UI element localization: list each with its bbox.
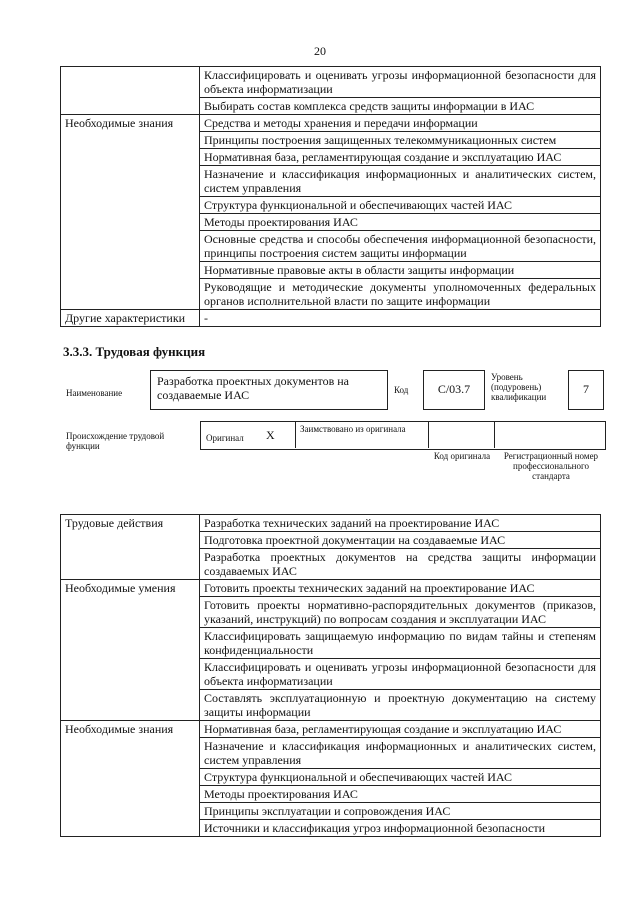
row-item: Источники и классификация угроз информационной безопасности xyxy=(200,820,601,837)
row-item: Классифицировать защищаемую информацию по видам тайны и степеням конфиденциальности xyxy=(200,628,601,659)
original-label: Оригинал xyxy=(206,433,244,443)
table-row xyxy=(61,310,601,327)
page-number: 20 xyxy=(314,44,326,58)
row-item: Структура функциональной и обеспечивающих частей ИАС xyxy=(200,769,601,786)
row-item: Выбирать состав комплекса средств защиты информации в ИАС xyxy=(200,98,601,115)
row-item: Структура функциональной и обеспечивающих частей ИАС xyxy=(200,197,601,214)
name-value: Разработка проектных документов на создаваемые ИАС xyxy=(157,374,349,402)
row-label: Необходимые знания xyxy=(61,721,200,837)
row-item: Готовить проекты технических заданий на проектирование ИАС xyxy=(200,580,601,597)
section-heading: 3.3.3. Трудовая функция xyxy=(63,344,206,359)
row-item: Готовить проекты нормативно-распорядительных документов (приказов, указаний, инструкций) по вопросам создания и эксплуатации ИАС xyxy=(200,597,601,628)
table-row xyxy=(61,515,601,532)
row-item: Принципы построения защищенных телекоммуникационных систем xyxy=(200,132,601,149)
registration-caption: Регистрационный номер профессионального стандарта xyxy=(503,451,599,481)
code-label: Код xyxy=(394,385,409,395)
table-row xyxy=(61,580,601,597)
code-value: С/03.7 xyxy=(437,382,471,396)
row-item: - xyxy=(200,310,601,327)
skills-table-continued xyxy=(60,66,601,327)
origin-divider-3 xyxy=(494,421,495,448)
row-label: Необходимые умения xyxy=(61,580,200,721)
row-item: Классифицировать и оценивать угрозы информационной безопасности для объекта информатизации xyxy=(200,659,601,690)
table-row xyxy=(61,721,601,738)
row-item: Классифицировать и оценивать угрозы информационной безопасности для объекта информатизации xyxy=(200,67,601,98)
name-label: Наименование xyxy=(66,388,123,398)
row-label: Трудовые действия xyxy=(61,515,200,580)
row-item: Нормативная база, регламентирующая создание и эксплуатацию ИАС xyxy=(200,149,601,166)
row-label: Другие характеристики xyxy=(61,310,200,327)
origin-divider-2 xyxy=(428,421,429,448)
level-value: 7 xyxy=(583,382,589,396)
row-label: Необходимые знания xyxy=(61,115,200,310)
row-item: Назначение и классификация информационных и аналитических систем, систем управления xyxy=(200,166,601,197)
row-item: Подготовка проектной документации на создаваемые ИАС xyxy=(200,532,601,549)
level-label: Уровень (подуровень) квалификации xyxy=(491,372,547,402)
row-item: Нормативные правовые акты в области защиты информации xyxy=(200,262,601,279)
row-label xyxy=(61,67,200,115)
labor-function-table xyxy=(60,514,601,837)
table-row xyxy=(61,115,601,132)
row-item: Методы проектирования ИАС xyxy=(200,214,601,231)
code-original-caption: Код оригинала xyxy=(433,451,491,461)
row-item: Разработка технических заданий на проектирование ИАС xyxy=(200,515,601,532)
row-item: Назначение и классификация информационных и аналитических систем, систем управления xyxy=(200,738,601,769)
original-mark: X xyxy=(266,428,275,442)
borrowed-label: Заимствовано из оригинала xyxy=(300,424,406,434)
row-item: Методы проектирования ИАС xyxy=(200,786,601,803)
origin-label: Происхождение трудовой функции xyxy=(66,431,165,451)
row-item: Основные средства и способы обеспечения информационной безопасности, принципы построения систем защиты информации xyxy=(200,231,601,262)
row-item: Принципы эксплуатации и сопровождения ИАС xyxy=(200,803,601,820)
row-item: Средства и методы хранения и передачи информации xyxy=(200,115,601,132)
origin-divider-1 xyxy=(295,421,296,448)
row-item: Нормативная база, регламентирующая создание и эксплуатацию ИАС xyxy=(200,721,601,738)
row-item: Составлять эксплуатационную и проектную документацию на систему защиты информации xyxy=(200,690,601,721)
table-row xyxy=(61,67,601,98)
row-item: Руководящие и методические документы уполномоченных федеральных органов исполнительной власти по защите информации xyxy=(200,279,601,310)
row-item: Разработка проектных документов на средства защиты информации создаваемых ИАС xyxy=(200,549,601,580)
